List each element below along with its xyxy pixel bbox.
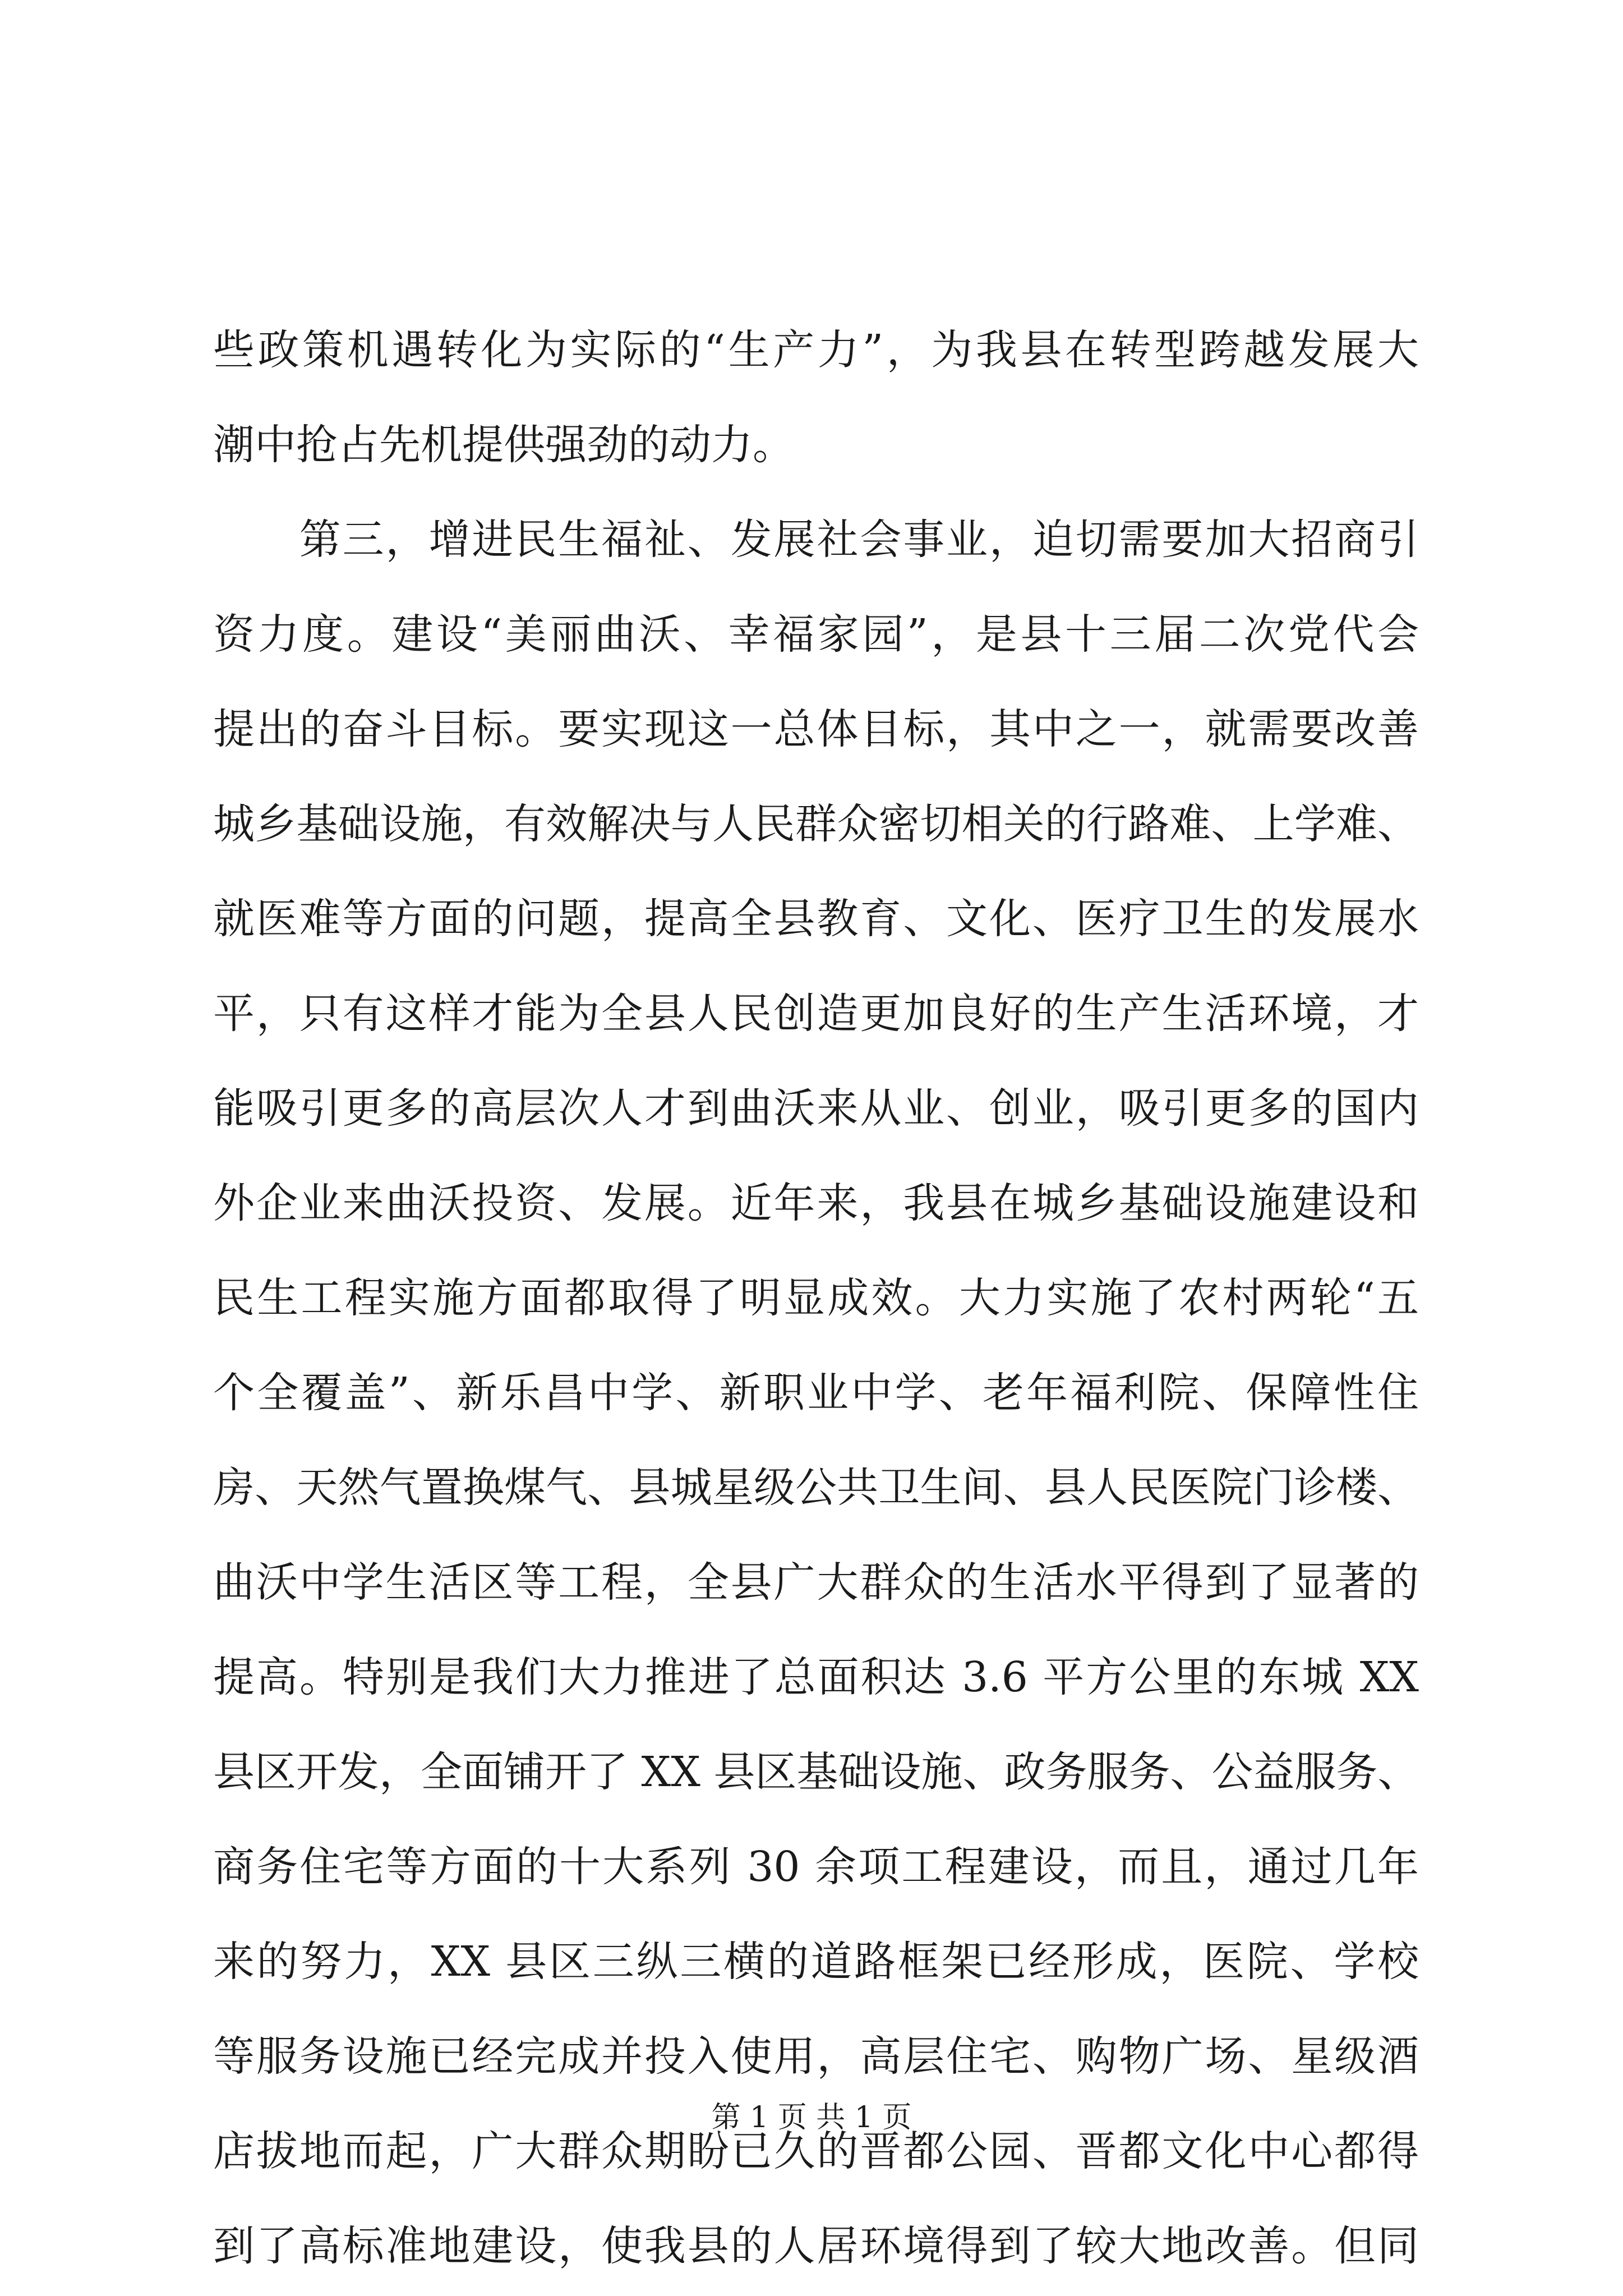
text-line: 提高。特别是我们大力推进了总面积达 3.6 平方公里的东城 XX (213, 1653, 1419, 1701)
text-line: 房、天然气置换煤气、县城星级公共卫生间、县人民医院门诊楼、 (213, 1464, 1419, 1512)
text-line: 外企业来曲沃投资、发展。近年来，我县在城乡基础设施建设和 (213, 1179, 1419, 1227)
text-line: 第三，增进民生福祉、发展社会事业，迫切需要加大招商引 (213, 516, 1419, 564)
text-line: 提出的奋斗目标。要实现这一总体目标，其中之一，就需要改善 (213, 705, 1419, 753)
text-line: 城乡基础设施，有效解决与人民群众密切相关的行路难、上学难、 (213, 800, 1419, 848)
text-line: 来的努力，XX 县区三纵三横的道路框架已经形成，医院、学校 (213, 1938, 1419, 1986)
page-footer (0, 2098, 1623, 2137)
text-line: 资力度。建设“美丽曲沃、幸福家园”，是县十三届二次党代会 (213, 610, 1419, 659)
text-line: 到了高标准地建设，使我县的人居环境得到了较大地改善。但同 (213, 2222, 1419, 2270)
text-line: 个全覆盖”、新乐昌中学、新职业中学、老年福利院、保障性住 (213, 1369, 1419, 1417)
text-line: 曲沃中学生活区等工程，全县广大群众的生活水平得到了显著的 (213, 1558, 1419, 1607)
text-line: 些政策机遇转化为实际的“生产力”，为我县在转型跨越发展大 (213, 326, 1419, 374)
text-line: 能吸引更多的高层次人才到曲沃来从业、创业，吸引更多的国内 (213, 1084, 1419, 1133)
text-line: 潮中抢占先机提供强劲的动力。 (213, 421, 794, 469)
text-line: 民生工程实施方面都取得了明显成效。大力实施了农村两轮“五 (213, 1274, 1419, 1322)
text-line: 商务住宅等方面的十大系列 30 余项工程建设，而且，通过几年 (213, 1843, 1419, 1891)
text-line: 县区开发，全面铺开了 XX 县区基础设施、政务服务、公益服务、 (213, 1748, 1419, 1796)
text-line: 等服务设施已经完成并投入使用，高层住宅、购物广场、星级酒 (213, 2032, 1419, 2081)
text-line: 就医难等方面的问题，提高全县教育、文化、医疗卫生的发展水 (213, 895, 1419, 943)
text-line: 平，只有这样才能为全县人民创造更加良好的生产生活环境，才 (213, 990, 1419, 1038)
page-number: 第 1 页 共 1 页 (711, 2101, 912, 2134)
body-text (213, 303, 1419, 2294)
text-line: 店拔地而起，广大群众期盼已久的晋都公园、晋都文化中心都得 (213, 2127, 1419, 2175)
